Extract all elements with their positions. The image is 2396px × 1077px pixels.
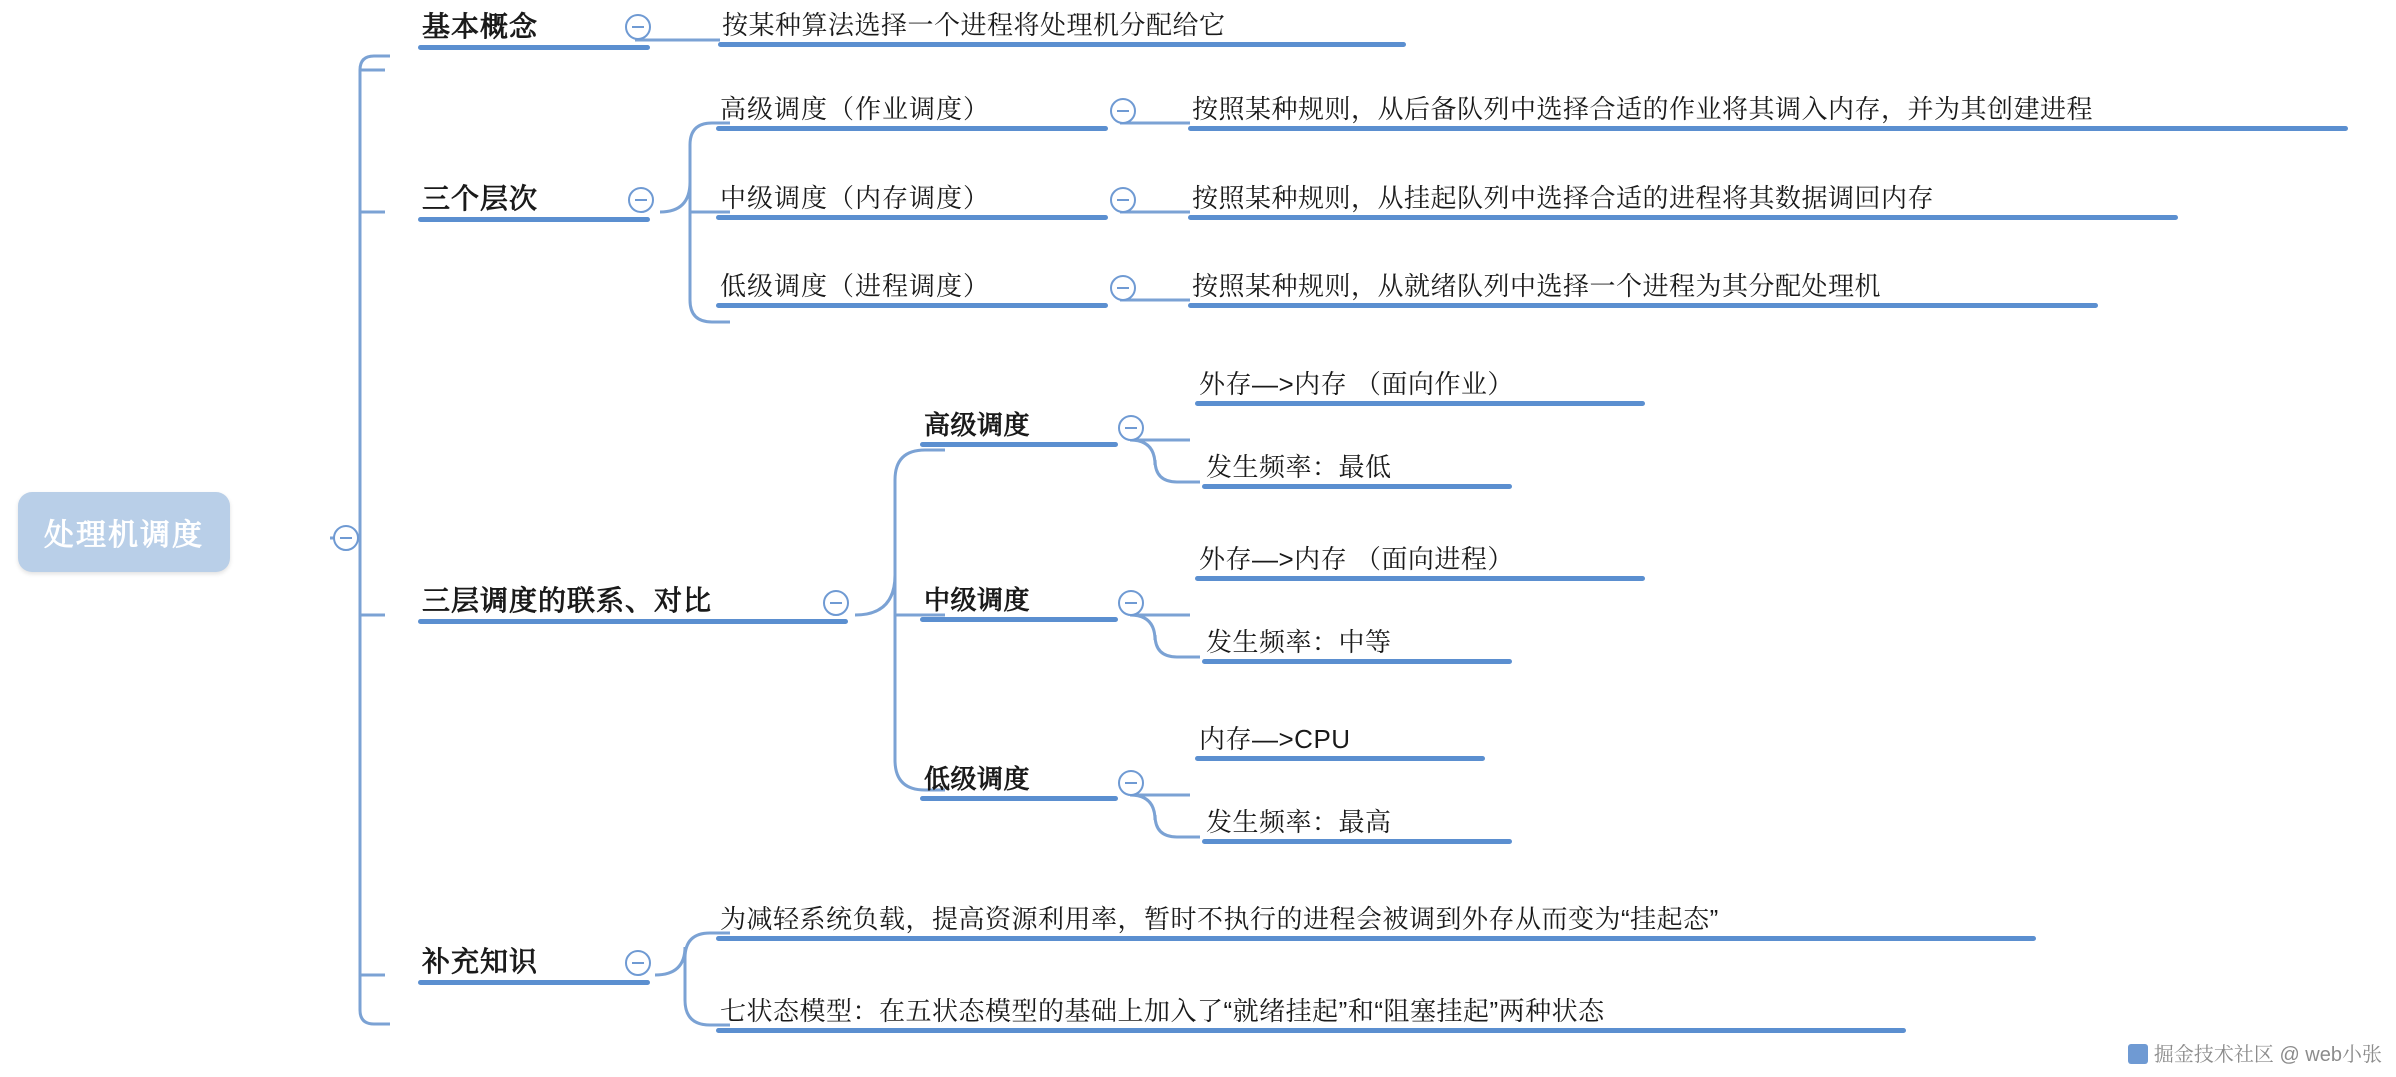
node-mid-level-scheduling-memory[interactable]	[716, 181, 994, 220]
leaf-basic-concept-detail-label: 按某种算法选择一个进程将处理机分配给它	[722, 10, 1226, 40]
watermark-logo-icon	[2128, 1044, 2148, 1064]
toggle-three-levels-icon[interactable]	[628, 187, 654, 213]
toggle-cmp-high-level-icon[interactable]	[1118, 415, 1144, 441]
watermark	[2128, 1038, 2382, 1067]
root-node[interactable]	[18, 492, 230, 572]
leaf-high-level-scheduling-detail[interactable]	[1188, 92, 2097, 131]
leaf-high-external-to-memory[interactable]	[1195, 367, 1518, 406]
leaf-mid-frequency[interactable]	[1202, 625, 1396, 664]
leaf-low-memory-to-cpu-label: 内存—>CPU	[1199, 724, 1351, 754]
leaf-mid-frequency-label: 发生频率：中等	[1206, 627, 1392, 657]
node-scheduling-comparison[interactable]	[418, 582, 716, 624]
node-cmp-mid-level-label: 中级调度	[924, 585, 1031, 615]
leaf-mid-level-scheduling-detail[interactable]	[1188, 181, 1938, 220]
leaf-low-level-scheduling-detail[interactable]	[1188, 269, 1885, 308]
toggle-basic-concept-icon[interactable]	[625, 14, 651, 40]
toggle-cmp-low-level-icon[interactable]	[1118, 770, 1144, 796]
node-mid-level-scheduling-memory-label: 中级调度（内存调度）	[720, 183, 991, 213]
leaf-low-memory-to-cpu[interactable]	[1195, 722, 1355, 761]
node-cmp-low-level-label: 低级调度	[924, 764, 1031, 794]
toggle-supplementary-knowledge-icon[interactable]	[625, 950, 651, 976]
toggle-high-level-scheduling-job-icon[interactable]	[1110, 98, 1136, 124]
node-three-levels-label: 三个层次	[422, 183, 539, 214]
node-three-levels[interactable]	[418, 180, 542, 222]
node-low-level-scheduling-process-label: 低级调度（进程调度）	[720, 271, 991, 301]
leaf-high-external-to-memory-label: 外存—>内存 （面向作业）	[1199, 369, 1514, 399]
toggle-cmp-mid-level-icon[interactable]	[1118, 590, 1144, 616]
watermark-text: 掘金技术社区 @ web小张	[2153, 1044, 2382, 1066]
node-cmp-mid-level[interactable]	[920, 583, 1034, 622]
leaf-high-frequency-label: 发生频率：最低	[1206, 452, 1392, 482]
leaf-mid-external-to-memory-label: 外存—>内存 （面向进程）	[1199, 544, 1514, 574]
leaf-mid-level-scheduling-detail-label: 按照某种规则，从挂起队列中选择合适的进程将其数据调回内存	[1192, 183, 1935, 213]
leaf-suspend-state[interactable]	[716, 902, 1723, 941]
leaf-low-frequency-label: 发生频率：最高	[1206, 807, 1392, 837]
root-node-label: 处理机调度	[18, 492, 230, 572]
leaf-basic-concept-detail[interactable]	[718, 8, 1230, 47]
leaf-high-level-scheduling-detail-label: 按照某种规则，从后备队列中选择合适的作业将其调入内存，并为其创建进程	[1192, 94, 2094, 124]
leaf-low-frequency[interactable]	[1202, 805, 1396, 844]
leaf-low-level-scheduling-detail-label: 按照某种规则，从就绪队列中选择一个进程为其分配处理机	[1192, 271, 1882, 301]
leaf-mid-external-to-memory[interactable]	[1195, 542, 1518, 581]
toggle-low-level-scheduling-icon[interactable]	[1110, 275, 1136, 301]
node-high-level-scheduling-job-label: 高级调度（作业调度）	[720, 94, 991, 124]
toggle-scheduling-comparison-icon[interactable]	[823, 590, 849, 616]
toggle-mid-level-scheduling-icon[interactable]	[1110, 187, 1136, 213]
node-cmp-high-level-label: 高级调度	[924, 410, 1031, 440]
leaf-seven-state-model-label: 七状态模型：在五状态模型的基础上加入了“就绪挂起”和“阻塞挂起”两种状态	[720, 996, 1605, 1026]
node-basic-concept-label: 基本概念	[422, 11, 539, 42]
node-scheduling-comparison-label: 三层调度的联系、对比	[422, 585, 713, 616]
node-low-level-scheduling-process[interactable]	[716, 269, 994, 308]
leaf-high-frequency[interactable]	[1202, 450, 1396, 489]
node-high-level-scheduling-job[interactable]	[716, 92, 994, 131]
leaf-suspend-state-label: 为减轻系统负载，提高资源利用率，暂时不执行的进程会被调到外存从而变为“挂起态”	[720, 904, 1719, 934]
node-supplementary-knowledge[interactable]	[418, 943, 542, 985]
node-basic-concept[interactable]	[418, 8, 542, 50]
node-cmp-high-level[interactable]	[920, 408, 1034, 447]
node-supplementary-knowledge-label: 补充知识	[422, 946, 539, 977]
node-cmp-low-level[interactable]	[920, 762, 1034, 801]
leaf-seven-state-model[interactable]	[716, 994, 1609, 1033]
root-toggle-icon[interactable]	[333, 525, 359, 551]
